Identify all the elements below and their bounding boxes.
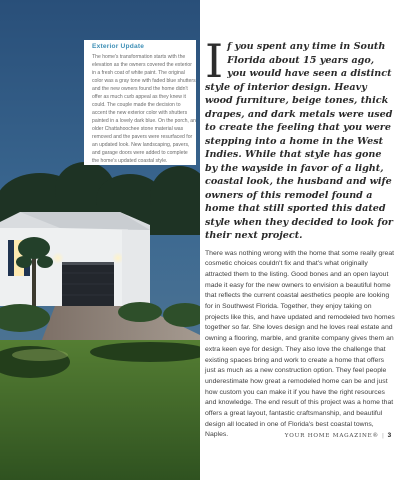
photo-caption (84, 40, 196, 165)
lede-paragraph: f you spent any time in South Florida about 15 years ago, you would have seen a distinct style of interior design. Heavy wood furniture, beige tones, thick drapes, and dark metals were used to create the feeling that you were stepping into a home in the West Indies. While that style has gone by the wayside in favor of a light, coastal look, the husband and wife owners of this remodel found a home that still sported this dated style when they decided to look for their next project. (205, 41, 393, 241)
article-column (205, 34, 395, 441)
caption-body: The home's transformation starts with the elevation as the owners covered the exterior in a fresh coat of white paint. The original color was a gray tone with faded blue shutters and the new owners found the home didn't offer as much curb appeal as they knew it could. The couple made the decision to accent the new exterior color with shutters painted in a lovely dark blue. On the porch, an older Chattahoochee stone material was removed and the pavers were resurfaced for an updated look. New landscaping, pavers, and garage doors were added to complete the home's updated coastal style. (92, 54, 196, 164)
magazine-name: YOUR HOME MAGAZINE (284, 433, 373, 439)
footer-separator: | (381, 433, 385, 439)
caption-title: Exterior Update (92, 43, 145, 50)
body-paragraph: There was nothing wrong with the home that some really great cosmetic choices couldn't fix and that's what originally attracted them to the listing. Good bones and an open layout made it easy for the new owners to envision a beautiful home that reflects the current coastal aesthetics people are looking for in Southwest Florida. Together, they enjoy taking on projects like this, and have updated and remodeled two homes together so far. She loves design and he loves real estate and owning a flooring, marble, and granite company gives them an extra keen eye for design. They also love the challenge that existing spaces bring and work to create a home that offers just as much as a new construction option. They feel people underestimate how great a remodeled home can be and just how custom you can make it if you have the right resources and knowledge. The end result of this project was a home that offers a great layout, fantastic craftsmanship, and beautiful design all located in one of Florida's best coastal towns, Naples. (205, 249, 395, 439)
page-number: 3 (387, 432, 392, 439)
trademark-mark: ® (372, 433, 379, 439)
drop-cap: I (205, 34, 224, 88)
page-footer (285, 432, 392, 439)
